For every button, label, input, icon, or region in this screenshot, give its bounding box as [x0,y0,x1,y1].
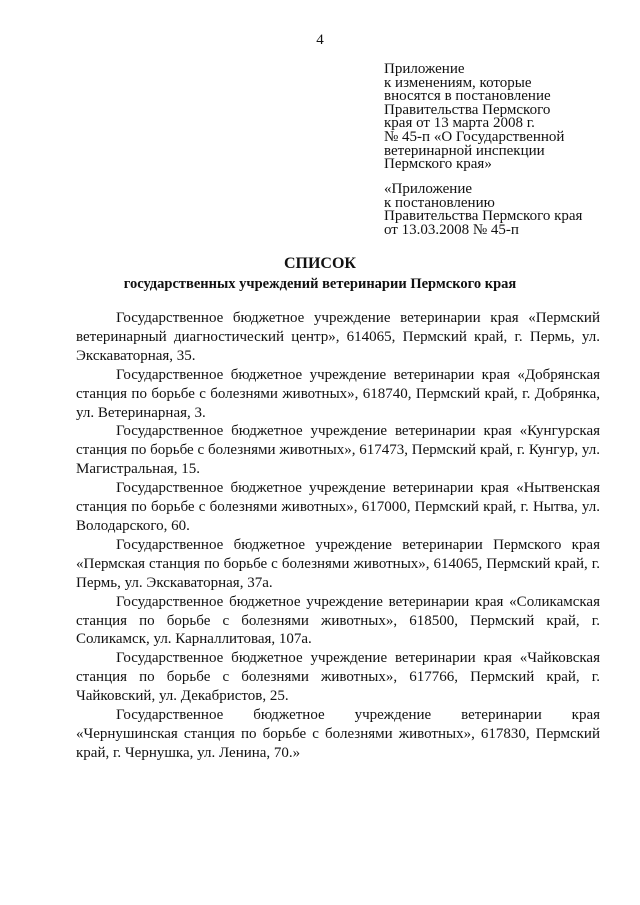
document-title: СПИСОК [283,255,357,272]
list-item: Государственное бюджетное учреждение ветеринарии Пермского края «Пермская станция по борьбе с болезнями животных», 614065, Пермский край, г. Пермь, ул. Экскаваторная, 37а. [76,536,600,591]
appendix-header: Приложение к изменениям, которые вносятся в постановление Правительства Пермского края от 13 марта 2008 г. № 45-п «О Государственной ветеринарной инспекции Пермского края» [384,61,565,173]
list-item: Государственное бюджетное учреждение ветеринарии края «Кунгурская станция по борьбе с болезнями животных», 617473, Пермский край, г. Кунгур, ул. Магистральная, 15. [76,423,600,478]
list-item: Государственное бюджетное учреждение ветеринарии края «Чайковская станция по борьбе с болезнями животных», 617766, Пермский край, г. Чайковский, ул. Декабристов, 25. [76,650,600,705]
document-subtitle: государственных учреждений ветеринарии Пермского края [123,276,517,292]
appendix-quote: «Приложение к постановлению Правительства Пермского края от 13.03.2008 № 45-п [384,181,583,238]
page-number: 4 [316,32,324,48]
institutions-list [76,309,600,763]
list-item: Государственное бюджетное учреждение ветеринарии края «Добрянская станция по борьбе с болезнями животных», 618740, Пермский край, г. Добрянка, ул. Ветеринарная, 3. [76,366,600,421]
list-item: Государственное бюджетное учреждение ветеринарии края «Соликамская станция по борьбе с болезнями животных», 618500, Пермский край, г. Соликамск, ул. Карналлитовая, 107а. [76,593,600,648]
list-item: Государственное бюджетное учреждение ветеринарии края «Чернушинская станция по борьбе с болезнями животных», 617830, Пермский край, г. Чернушка, ул. Ленина, 70.» [76,707,600,761]
list-item: Государственное бюджетное учреждение ветеринарии края «Пермский ветеринарный диагностический центр», 614065, Пермский край, г. Пермь, ул. Экскаваторная, 35. [76,310,600,364]
list-item: Государственное бюджетное учреждение ветеринарии края «Нытвенская станция по борьбе с болезнями животных», 617000, Пермский край, г. Нытва, ул. Володарского, 60. [76,480,600,534]
